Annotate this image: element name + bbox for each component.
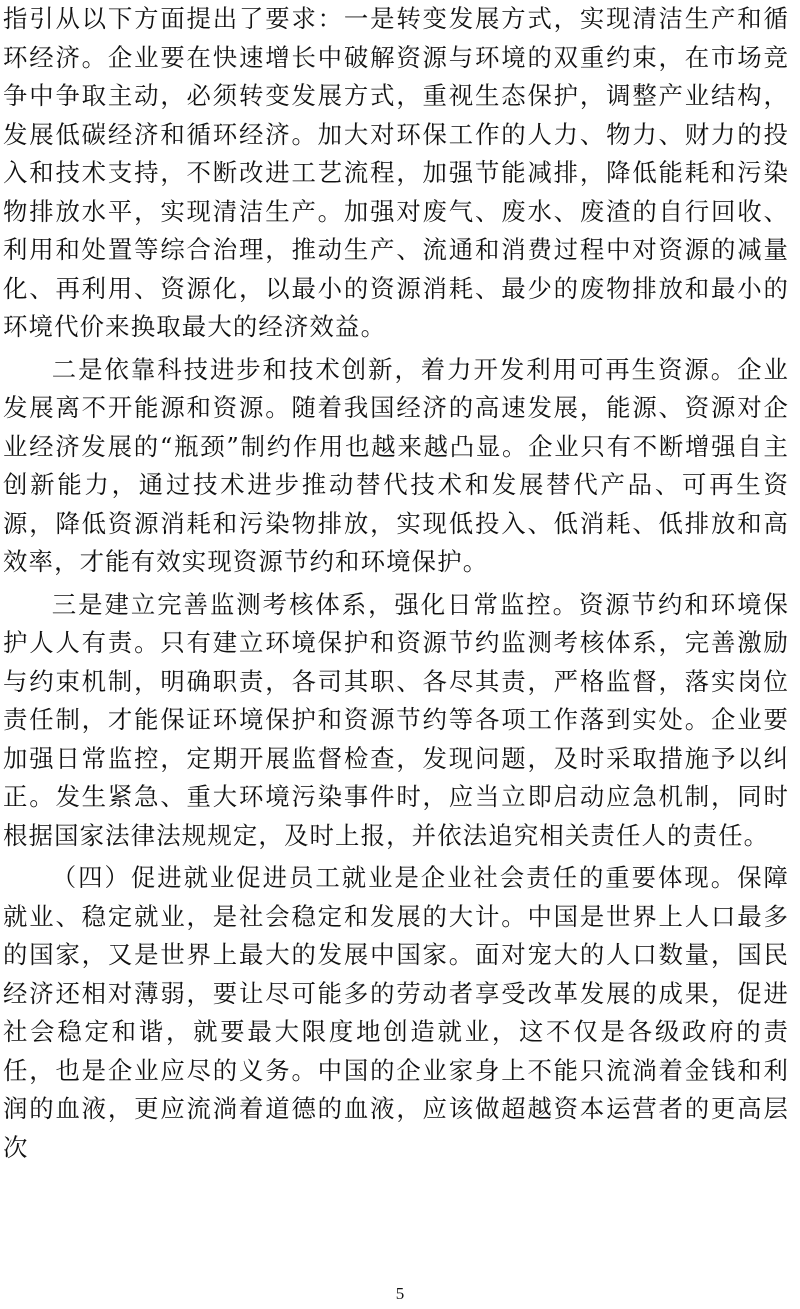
document-body: [3, 0, 789, 1167]
paragraph-promote-employment: （四）促进就业促进员工就业是企业社会责任的重要体现。保障就业、稳定就业，是社会稳定和发展的大计。中国是世界上人口最多的国家，又是世界上最大的发展中国家。面对宠大的人口数量，国民经济还相对薄弱，要让尽可能多的劳动者享受改革发展的成果，促进社会稳定和谐，就要最大限度地创造就业，这不仅是各级政府的责任，也是企业应尽的义务。中国的企业家身上不能只流淌着金钱和利润的血液，更应流淌着道德的血液，应该做超越资本运营者的更高层次: [3, 863, 789, 1162]
paragraph-technology-innovation: 二是依靠科技进步和技术创新，着力开发利用可再生资源。企业发展离不开能源和资源。随着我国经济的高速发展，能源、资源对企业经济发展的“瓶颈”制约作用也越来越凸显。企业只有不断增强自主创新能力，通过技术进步推动替代技术和发展替代产品、可再生资源，降低资源消耗和污染物排放，实现低投入、低消耗、低排放和高效率，才能有效实现资源节约和环境保护。: [3, 354, 789, 576]
page-number: 5: [395, 1284, 405, 1303]
paragraph-environment-requirements: 指引从以下方面提出了要求：一是转变发展方式，实现清洁生产和循环经济。企业要在快速增长中破解资源与环境的双重约束，在市场竞争中争取主动，必须转变发展方式，重视生态保护，调整产业结构，发展低碳经济和循环经济。加大对环保工作的人力、物力、财力的投入和技术支持，不断改进工艺流程，加强节能减排，降低能耗和污染物排放水平，实现清洁生产。加强对废气、废水、废渣的自行回收、利用和处置等综合治理，推动生产、流通和消费过程中对资源的减量化、再利用、资源化，以最小的资源消耗、最少的废物排放和最小的环境代价来换取最大的经济效益。: [3, 4, 789, 341]
paragraph-monitoring-system: 三是建立完善监测考核体系，强化日常监控。资源节约和环境保护人人有责。只有建立环境保护和资源节约监测考核体系，完善激励与约束机制，明确职责，各司其职、各尽其责，严格监督，落实岗位责任制，才能保证环境保护和资源节约等各项工作落到实处。企业要加强日常监控，定期开展监督检查，发现问题，及时采取措施予以纠正。发生紧急、重大环境污染事件时，应当立即启动应急机制，同时根据国家法律法规规定，及时上报，并依法追究相关责任人的责任。: [3, 589, 789, 850]
